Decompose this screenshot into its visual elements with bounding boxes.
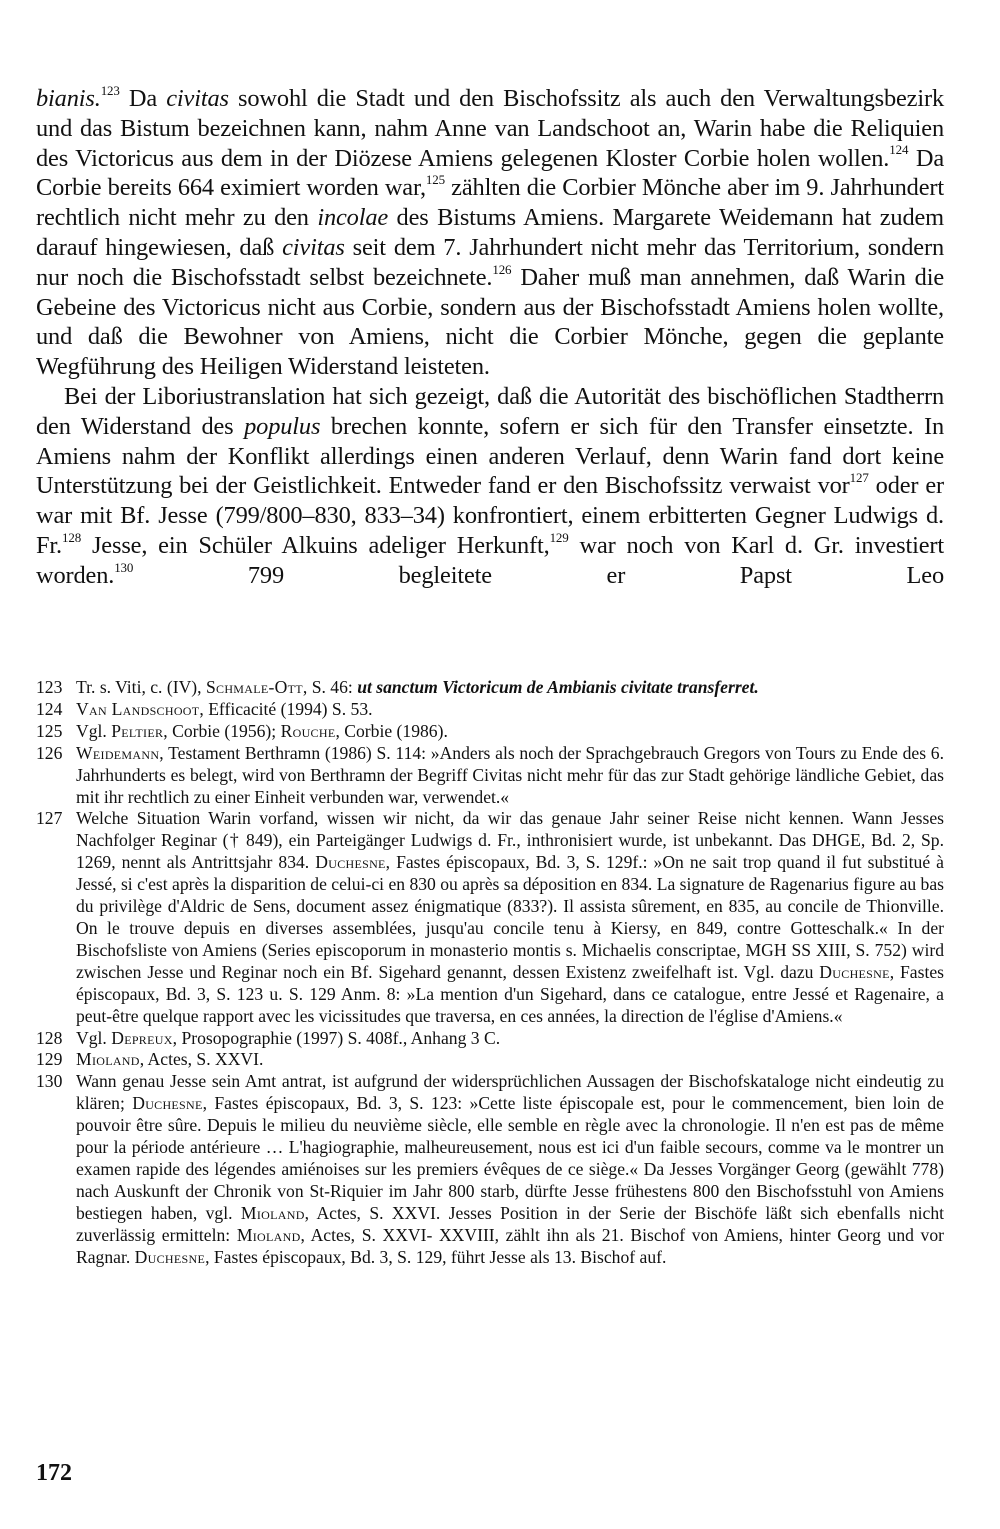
footnote-ref-128: 128 [62, 529, 82, 545]
footnote-129: 129 Mioland, Actes, S. XXVI. [36, 1049, 264, 1070]
page-number: 172 [36, 1460, 72, 1486]
footnote-128: 128 Vgl. Depreux, Prosopographie (1997) S. 408f., Anhang 3 C. [36, 1027, 501, 1048]
footnote-125: 125 Vgl. Peltier, Corbie (1956); Rouche, Corbie (1986). [36, 720, 448, 741]
footnote-126: 126 Weidemann, Testament Berthramn (1986) S. 114: »Anders als noch der Sprachgebrauch Gregors von Tours zu Ende des 6. Jahrhunderts es belegt, wird von Berthramn der Begriff Civitas nicht mehr für das zur Stadt gehörige ländliche Gebiet, das mit ihr rechtlich zu einer Einheit verbunden war, verwendet.« [36, 742, 944, 807]
main-text [36, 84, 944, 591]
paragraph-2: Bei der Liboriustranslation hat sich gezeigt, daß die Autorität des bischöflichen Stadtherrn den Widerstand des populus brechen konnte, sofern er sich für den Transfer einsetzte. In Amiens nahm der Konflikt allerdings einen anderen Verlauf, denn Warin fand dort keine Unterstützung bei der Geistlichkeit. Entweder fand er den Bischofssitz verwaist vor$^{127}$ oder er war mit Bf. Jesse (799/800–830, 833–34) konfrontiert, einem erbitterten Gegner Ludwigs d. Fr.$^{128}$ Jesse, ein Schüler Alkuins adeliger Herkunft,$^{129}$ war noch von Karl d. Gr. investiert worden.$^{130}$ 799 begleitete er Papst Leo [36, 382, 945, 589]
footnote-124: 124 Van Landschoot, Efficacité (1994) S. 53. [36, 698, 373, 719]
footnote-ref-125: 125 [425, 172, 445, 188]
footnote-130: 130 Wann genau Jesse sein Amt antrat, ist aufgrund der widersprüchlichen Aussagen der Bischofskataloge nicht eindeutig zu klären; Duchesne, Fastes épiscopaux, Bd. 3, S. 123: »Cette liste épiscopale est, pour le commencement, bien loin de pouvoir être sûre. Depuis le milieu du neuvième siècle, elle semble en règle avec la chronologie. Il n'en est pas de même pour la période antérieure … L'hagiographie, malheureusement, nous est ici d'un faible secours, comme va le montrer un examen rapide des légendes amiénoises sur les premiers évêques de ce siège.« Da Jesses Vorgänger Georg (gewählt 778) nach Auskunft der Chronik von St-Riquier im Jahr 800 starb, dürfte Jesse frühestens 800 den Bischofsstuhl von Amiens bestiegen haben, vgl. Mioland, Actes, S. XXVI. Jesses Position in der Serie der Bischöfe läßt sich ebenfalls nicht zuverlässig ermitteln: Mioland, Actes, S. XXVI- XXVIII, zählt ihn als 21. Bischof von Amiens, hinter Georg und vor Ragnar. Duchesne, Fastes épiscopaux, Bd. 3, S. 129, führt Jesse als 13. Bischof auf. [36, 1071, 944, 1267]
footnote-ref-127: 127 [849, 470, 869, 486]
footnote-ref-123: 123 [100, 82, 120, 98]
footnote-ref-124: 124 [889, 142, 909, 158]
footnote-ref-129: 129 [549, 529, 569, 545]
footnotes [36, 677, 944, 1268]
paragraph-1: bianis.$^{123}$ Da civitas sowohl die Stadt und den Bischofssitz als auch den Verwaltungsbezirk und das Bistum bezeichnen kann, nahm Anne van Landschoot an, Warin habe die Reliquien des Victoricus aus dem in der Diözese Amiens gelegenen Kloster Corbie holen wollen.$^{124}$ Da Corbie bereits 664 eximiert worden war,$^{125}$ zählten die Corbier Mönche aber im 9. Jahrhundert rechtlich nicht mehr zu den incolae des Bistums Amiens. Margarete Weidemann hat zudem darauf hingewiesen, daß civitas seit dem 7. Jahrhundert nicht mehr das Territorium, sondern nur noch die Bischofsstadt selbst bezeichnete.$^{126}$ Daher muß man annehmen, daß Warin die Gebeine des Victoricus nicht aus Corbie, sondern aus der Bischofsstadt Amiens holen wollte, und daß die Bewohner von Amiens, nicht die Corbier Mönche, gegen die geplante Wegführung des Heiligen Widerstand leisteten. [36, 82, 945, 381]
footnote-127: 127 Welche Situation Warin vorfand, wissen wir nicht, da wir das genaue Jahr seiner Reise nicht kennen. Wann Jesses Nachfolger Reginar († 849), ein Parteigänger Ludwigs d. Fr., inthronisiert wurde, ist unbekannt. Das DHGE, Bd. 2, Sp. 1269, nennt als Antrittsjahr 834. Duchesne, Fastes épiscopaux, Bd. 3, S. 129f.: »On ne sait trop quand il fut substitué à Jessé, si c'est après la disparition de celui-ci en 830 ou après sa déposition en 834. La signature de Ragenarius figure au bas du privilège d'Aldric de Sens, document assez énigmatique (833?). Il assista sûrement, en 835, au concile de Thionville. On le trouve depuis en diverses assemblées, jusqu'au concile tenu à Kiersy, en 849, contre Gotteschalk.« In der Bischofsliste von Amiens (Series episcoporum in monasterio montis s. Michaelis conscriptae, MGH SS XIII, S. 752) wird zwischen Jesse und Reginar noch ein Bf. Sigehard genannt, dessen Existenz zweifelhaft ist. Vgl. dazu Duchesne, Fastes épiscopaux, Bd. 3, S. 123 u. S. 129 Anm. 8: »La mention d'un Sigehard, dans ce catalogue, entre Jessé et Ragenaire, a peut-être quelque rapport avec les vicissitudes que traversa, en ces années, la direction de l'église d'Amiens.« [36, 808, 944, 1026]
footnote-ref-130: 130 [114, 559, 134, 575]
footnote-ref-126: 126 [492, 261, 512, 277]
footnote-123: 123 Tr. s. Viti, c. (IV), Schmale-Ott, S. 46: ut sanctum Victoricum de Ambianis civitate transferret. [36, 677, 759, 697]
